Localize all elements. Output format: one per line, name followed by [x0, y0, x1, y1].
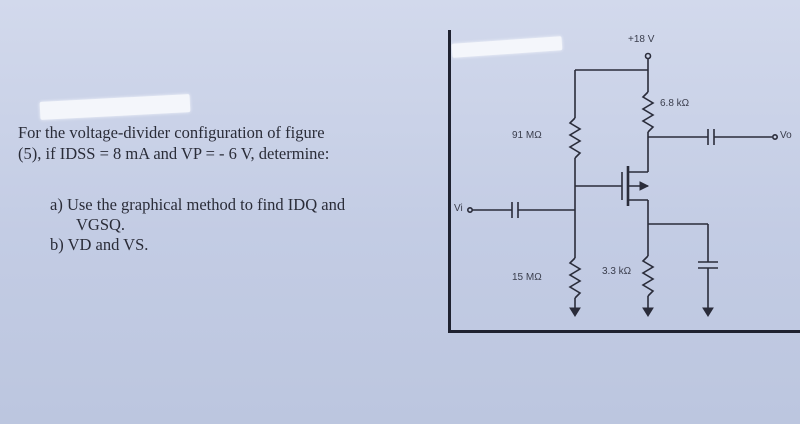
r-bottom-label: 15 MΩ	[512, 272, 542, 283]
resistor-15m	[570, 258, 580, 298]
resistor-91m	[570, 118, 580, 158]
r-source-label: 3.3 kΩ	[602, 266, 632, 277]
vdd-label: +18 V	[628, 34, 655, 45]
ground-symbol	[570, 308, 580, 316]
question-a-line1: a) Use the graphical method to find IDQ and	[50, 195, 346, 214]
vo-label: Vo	[780, 130, 792, 141]
r-top-label: 91 MΩ	[512, 130, 542, 141]
vi-label: Vi	[454, 203, 463, 214]
problem-intro-line2: (5), if IDSS = 8 mA and VP = - 6 V, determine:	[18, 144, 330, 163]
resistor-3k3	[643, 256, 653, 296]
ground-symbol	[703, 308, 713, 316]
question-b: b) VD and VS.	[50, 235, 149, 254]
ground-symbol	[643, 308, 653, 316]
r-drain-label: 6.8 kΩ	[660, 98, 690, 109]
question-a-line2: VGSQ.	[76, 215, 126, 234]
problem-intro-line1: For the voltage-divider configuration of figure	[18, 123, 325, 142]
resistor-6k8	[643, 92, 653, 132]
